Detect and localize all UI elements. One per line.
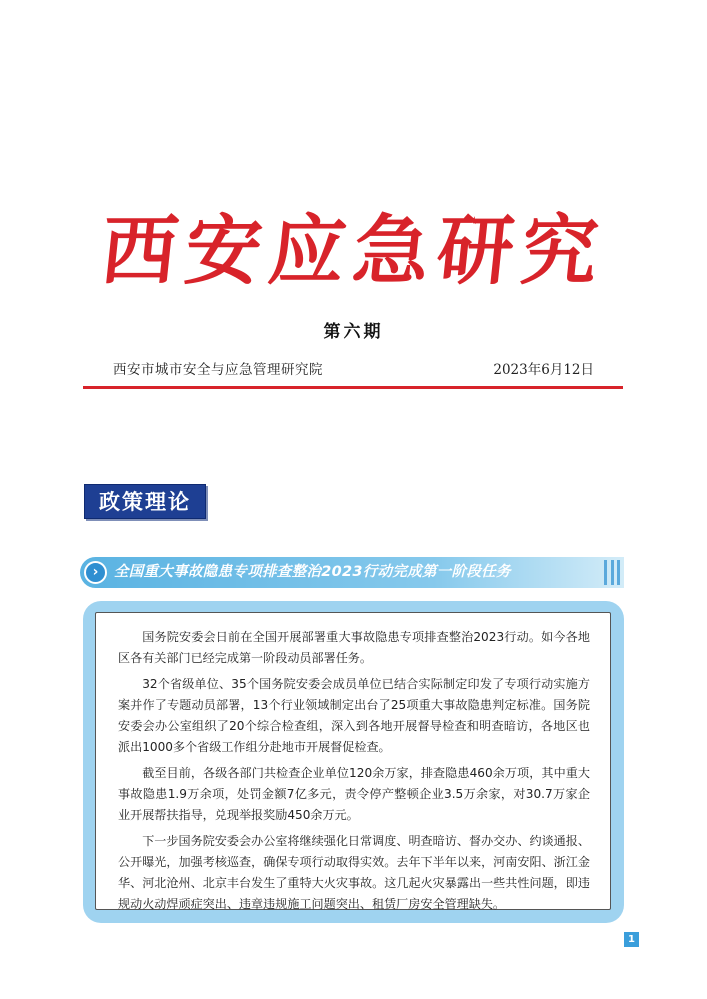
headline-banner	[80, 557, 624, 588]
article-paragraph: 国务院安委会日前在全国开展部署重大事故隐患专项排查整治2023行动。如今各地区各有关部门已经完成第一阶段动员部署任务。	[118, 630, 590, 665]
article-paragraph: 32个省级单位、35个国务院安委会成员单位已结合实际制定印发了专项行动实施方案并作了专题动员部署，13个行业领域制定出台了25项重大事故隐患判定标准。国务院安委会办公室组织了20个综合检查组，深入到各地开展督导检查和明查暗访，各地区也派出1000多个省级工作组分赴地市开展督促检查。	[118, 677, 590, 754]
article-panel	[95, 612, 611, 910]
page-number: 1	[624, 932, 639, 947]
masthead-title: 西安应急研究	[96, 206, 611, 295]
article-body	[118, 627, 590, 920]
masthead-divider	[83, 386, 623, 389]
section-label: 政策理论	[84, 484, 206, 519]
chevron-right-icon: ›	[84, 561, 107, 584]
issue-date: 2023年6月12日	[493, 362, 594, 378]
stripe	[611, 560, 614, 585]
article-paragraph: 下一步国务院安委会办公室将继续强化日常调度、明查暗访、督办交办、约谈通报、公开曝光，加强考核巡查，确保专项行动取得实效。去年下半年以来，河南安阳、浙江金华、河北沧州、北京丰台发生了重特大火灾事故。这几起火灾暴露出一些共性问题，即违规动火动焊顽症突出、违章违规施工问题突出、租赁厂房安全管理缺失。	[118, 834, 590, 911]
headline-text: 全国重大事故隐患专项排查整治2023行动完成第一阶段任务	[114, 564, 511, 580]
organization-name: 西安市城市安全与应急管理研究院	[113, 362, 323, 378]
article-paragraph: 截至目前，各级各部门共检查企业单位120余万家，排查隐患460余万项，其中重大事故隐患1.9万余项，处罚金额7亿多元，责令停产整顿企业3.5万余家，对30.7万家企业开展帮扶指导，兑现举报奖励450余万元。	[118, 766, 590, 822]
stripe	[617, 560, 620, 585]
article-frame	[83, 601, 624, 923]
stripe	[604, 560, 607, 585]
issue-label: 第六期	[323, 322, 384, 342]
banner-stripes	[604, 560, 620, 585]
